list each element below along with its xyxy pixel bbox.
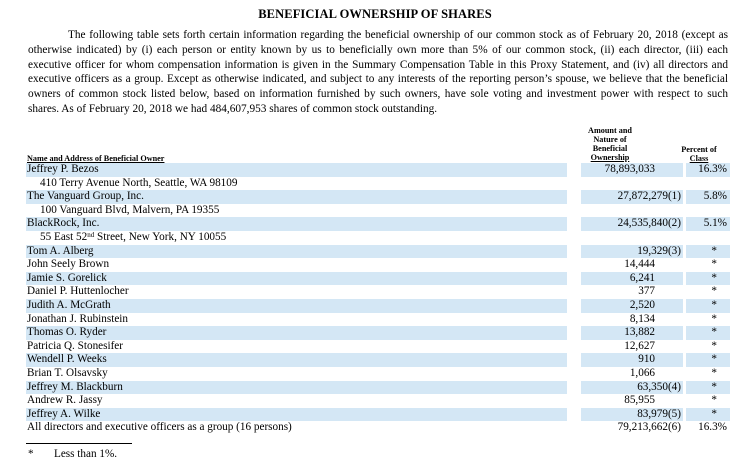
owner-name: John Seely Brown xyxy=(27,258,110,271)
owner-amount: 83,979(5) xyxy=(581,408,683,422)
owner-amount: 19,329(3) xyxy=(581,245,683,259)
table-row xyxy=(26,245,730,259)
table-row xyxy=(26,285,730,299)
table-row xyxy=(26,353,730,367)
owner-address: 410 Terry Avenue North, Seattle, WA 98109 xyxy=(40,176,238,189)
owner-percent: * xyxy=(711,366,717,379)
owner-percent: * xyxy=(711,339,717,352)
owner-name: Andrew R. Jassy xyxy=(27,394,103,407)
owner-percent: * xyxy=(711,285,717,298)
footnote-text: Less than 1%. xyxy=(54,448,118,460)
owner-percent: * xyxy=(686,299,730,313)
owner-amount: 13,882 xyxy=(581,326,683,340)
percent-header-line: Class xyxy=(689,154,709,163)
footnote xyxy=(28,448,117,460)
address-ordinal: nd xyxy=(87,230,95,239)
owner-name: Jeffrey M. Blackburn xyxy=(26,381,567,395)
table-row xyxy=(26,258,730,272)
owner-name: Patricia Q. Stonesifer xyxy=(27,339,124,352)
owner-name: Jeffrey A. Wilke xyxy=(26,408,567,422)
owner-amount: 27,872,279(1) xyxy=(581,190,683,204)
owner-name: The Vanguard Group, Inc. xyxy=(26,190,567,204)
owner-percent: * xyxy=(686,353,730,367)
table-row-total xyxy=(26,421,730,435)
owner-percent: * xyxy=(711,258,717,271)
footnote-divider xyxy=(26,443,132,444)
table-row xyxy=(26,272,730,286)
owner-name: BlackRock, Inc. xyxy=(26,217,567,231)
owner-name: Jamie S. Gorelick xyxy=(26,272,567,286)
table-row xyxy=(26,340,730,354)
owner-percent: 5.1% xyxy=(686,217,730,231)
owner-percent: * xyxy=(711,312,717,325)
footnote-mark: * xyxy=(28,448,34,460)
table-row xyxy=(26,299,730,313)
owner-name: Daniel P. Huttenlocher xyxy=(27,285,129,298)
owner-name: Brian T. Olsavsky xyxy=(27,366,108,379)
owner-name: Wendell P. Weeks xyxy=(26,353,567,367)
owner-amount: 79,213,662(6) xyxy=(617,421,681,434)
amount-header-line: Beneficial xyxy=(592,144,628,153)
owner-amount: 2,520 xyxy=(581,299,683,313)
owner-amount: 6,241 xyxy=(581,272,683,286)
owner-percent: 16.3% xyxy=(698,421,727,434)
amount-column-header xyxy=(580,126,640,162)
table-row-address xyxy=(26,204,730,218)
owner-amount: 78,893,033 xyxy=(581,163,683,177)
page-title: BENEFICIAL OWNERSHIP OF SHARES xyxy=(258,7,492,21)
owner-percent: * xyxy=(686,381,730,395)
owner-amount: 63,350(4) xyxy=(581,381,683,395)
table-row xyxy=(26,313,730,327)
owner-name: Tom A. Alberg xyxy=(26,245,567,259)
amount-header-line: Nature of xyxy=(593,135,627,144)
owner-amount: 12,627 xyxy=(624,339,655,352)
owner-percent: * xyxy=(686,408,730,422)
name-column-header: Name and Address of Beneficial Owner xyxy=(27,154,165,163)
owner-amount: 24,535,840(2) xyxy=(581,217,683,231)
percent-column-header xyxy=(670,145,728,163)
owner-percent: * xyxy=(711,394,717,407)
table-row xyxy=(26,394,730,408)
owner-address xyxy=(40,231,226,245)
table-row xyxy=(26,326,730,340)
table-row xyxy=(26,217,730,231)
table-row-address xyxy=(26,231,730,245)
owner-percent: * xyxy=(686,272,730,286)
table-row xyxy=(26,163,730,177)
owner-percent: 5.8% xyxy=(686,190,730,204)
address-part: Street, New York, NY 10055 xyxy=(94,230,227,243)
owner-amount: 377 xyxy=(638,285,655,298)
table-row xyxy=(26,367,730,381)
owner-percent: * xyxy=(686,326,730,340)
intro-paragraph: The following table sets forth certain information regarding the beneficial ownership of our common stock as of February 20, 2018 (except as otherwise indicated) by (i) each person or entity known by us to beneficially own more than 5% of our common stock, (ii) each director, (iii) each executive officer for whom compensation information is given in the Summary Compensation Table in this Proxy Statement, and (iv) all directors and executive officers as a group. Except as otherwise indicated, and subject to any interests of the reporting person’s spouse, we believe that the beneficial owners of common stock listed below, based on information furnished by such owners, have sole voting and investment power with respect to such shares. As of February 20, 2018 we had 484,607,953 shares of common stock outstanding. xyxy=(28,29,728,115)
owner-address: 100 Vanguard Blvd, Malvern, PA 19355 xyxy=(40,203,220,216)
amount-header-line: Ownership xyxy=(590,153,630,162)
owner-amount: 910 xyxy=(581,353,683,367)
amount-header-line: Amount and xyxy=(588,126,632,135)
table-row xyxy=(26,408,730,422)
owner-percent: * xyxy=(686,245,730,259)
owner-name: Jonathan J. Rubinstein xyxy=(27,312,128,325)
table-row-address xyxy=(26,177,730,191)
owner-amount: 8,134 xyxy=(629,312,655,325)
owner-name: Thomas O. Ryder xyxy=(26,326,567,340)
owner-name: All directors and executive officers as a group (16 persons) xyxy=(27,421,292,434)
owner-percent: 16.3% xyxy=(686,163,730,177)
table-row xyxy=(26,190,730,204)
address-part: 55 East 52 xyxy=(40,230,88,243)
owner-name: Jeffrey P. Bezos xyxy=(26,163,567,177)
owner-amount: 14,444 xyxy=(624,258,655,271)
table-row xyxy=(26,381,730,395)
ownership-table xyxy=(26,163,730,435)
percent-header-line: Percent of xyxy=(681,145,717,154)
owner-amount: 85,955 xyxy=(624,394,655,407)
owner-name: Judith A. McGrath xyxy=(26,299,567,313)
owner-amount: 1,066 xyxy=(629,366,655,379)
